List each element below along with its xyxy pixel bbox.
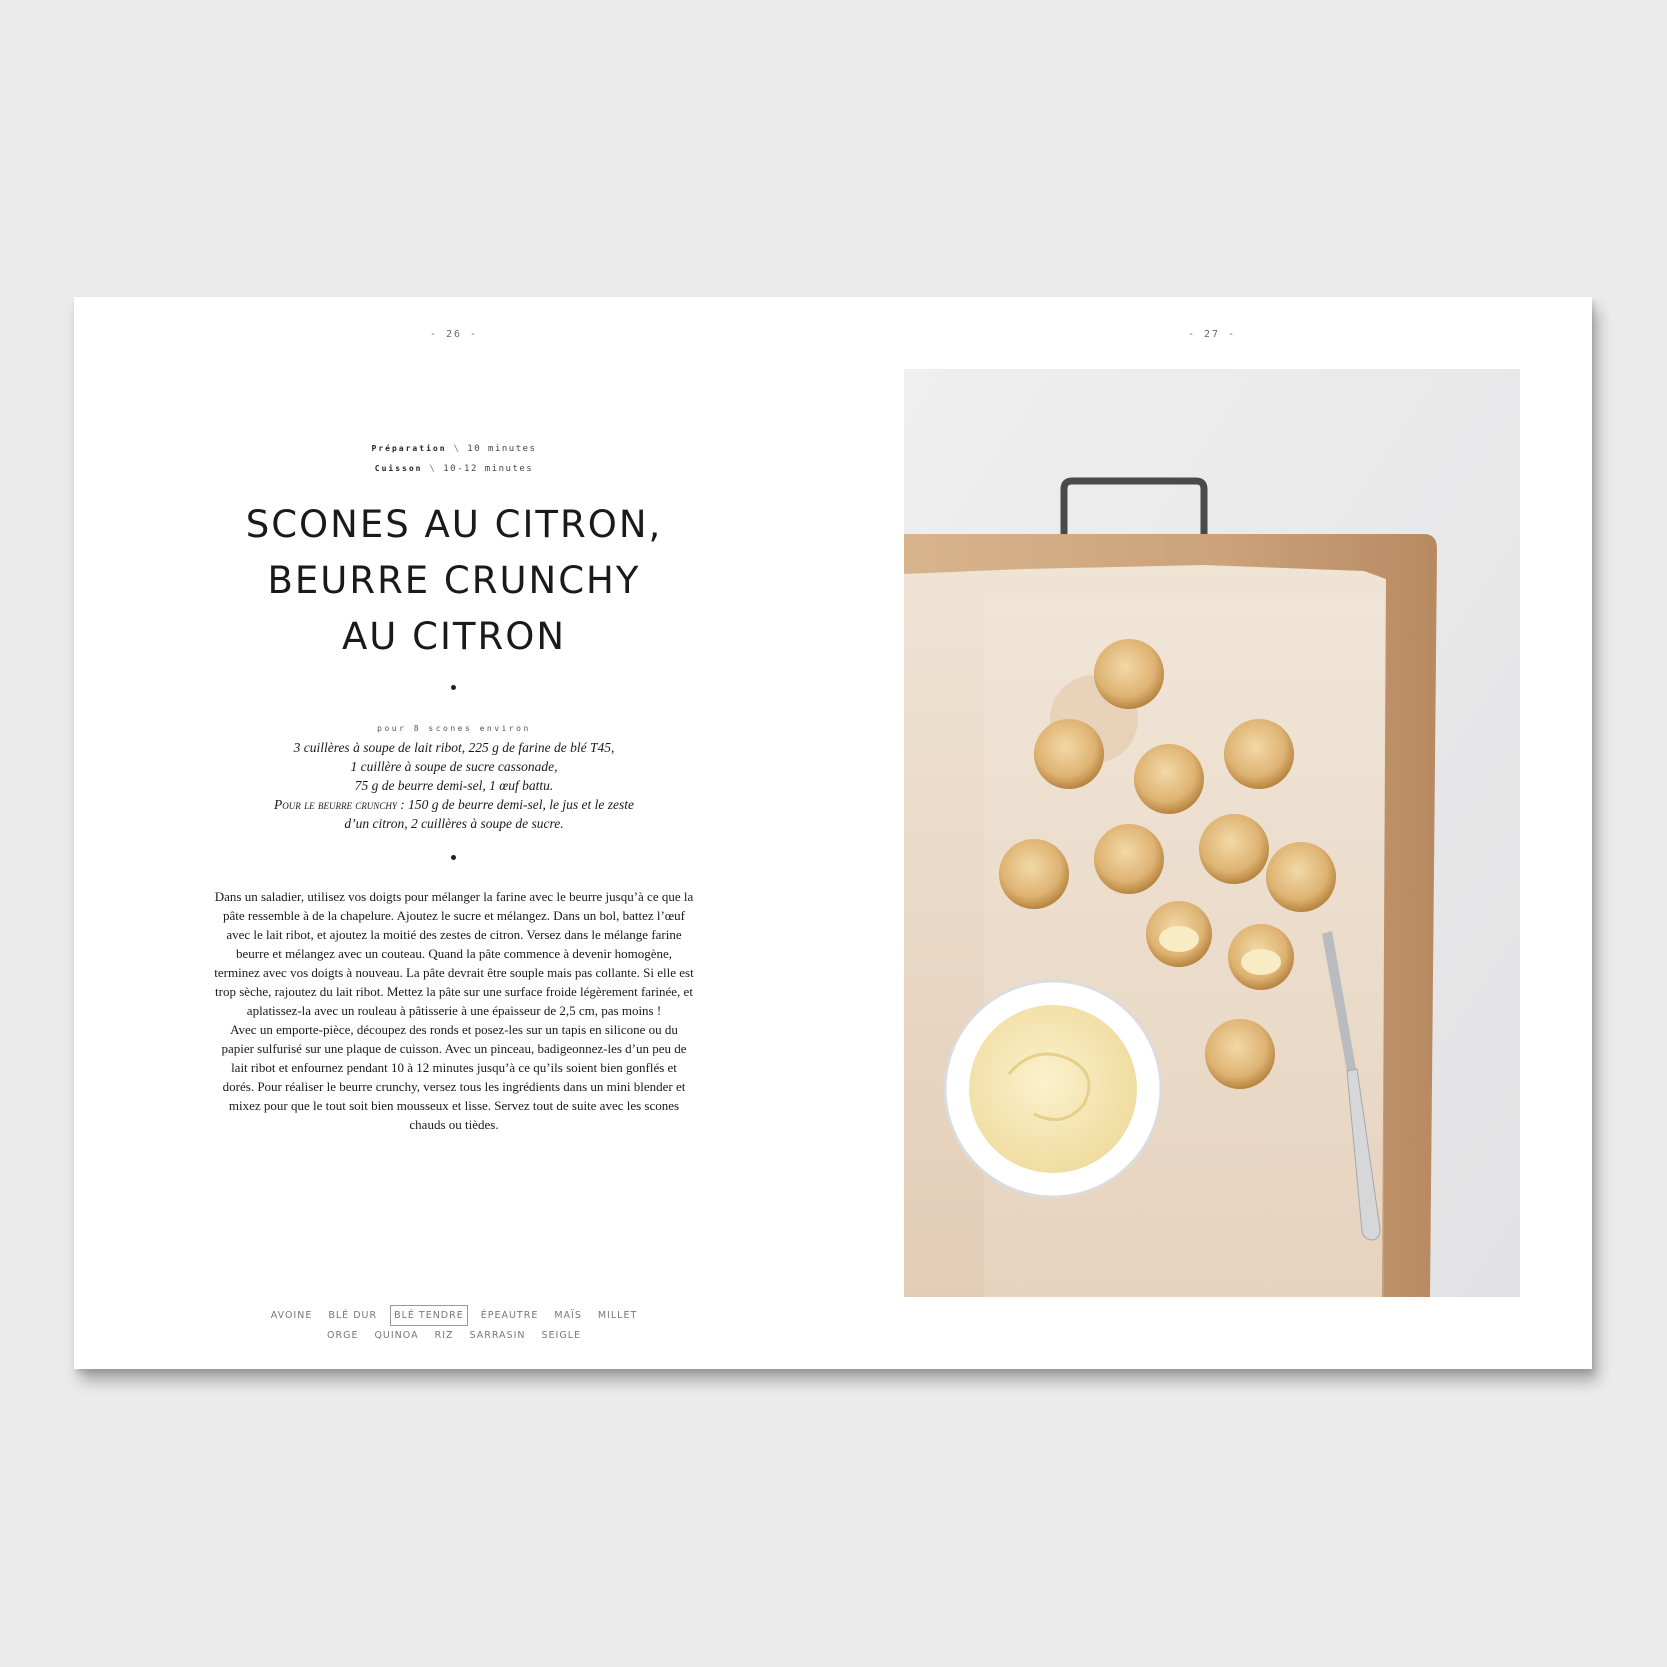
butter-dollop bbox=[1241, 949, 1281, 975]
scone bbox=[1094, 824, 1164, 894]
divider-dot bbox=[451, 685, 456, 690]
servings: pour 8 scones environ bbox=[377, 724, 531, 733]
grain-link-active[interactable]: BLÉ TENDRE bbox=[390, 1305, 468, 1326]
prep-value: 10 minutes bbox=[467, 444, 537, 454]
ingredient-line: 75 g de beurre demi-sel, 1 œuf battu. bbox=[354, 778, 554, 793]
method-paragraph: Dans un saladier, utilisez vos doigts pour mélanger la farine avec le beurre jusqu’à ce que la pâte ressemble à de la chapelure. Ajoutez le sucre et mélangez. Dans un bol, battez l’œuf avec le lait ribot, et ajoutez la moitié des zestes de citron. Versez dans le mélange farine beurre et mélangez avec un couteau. Quand la pâte commence à devenir homogène, terminez avec vos doigts à nouveau. La pâte devrait être souple mais pas collante. Si elle est trop sèche, rajoutez du lait ribot. Mettez la pâte sur une surface froide légèrement farinée, et aplatissez-la avec un rouleau à pâtisserie à une épaisseur de 2,5 cm, pas moins ! bbox=[214, 889, 694, 1018]
crunchy-butter-text: 150 g de beurre demi-sel, le jus et le zeste bbox=[404, 797, 635, 812]
butter-dollop bbox=[1159, 926, 1199, 952]
scone bbox=[1094, 639, 1164, 709]
scone bbox=[1034, 719, 1104, 789]
ingredient-line: 3 cuillères à soupe de lait ribot, 225 g de farine de blé T45, bbox=[293, 740, 615, 755]
recipe-photo bbox=[904, 369, 1520, 1297]
cook-separator: \ bbox=[429, 464, 437, 474]
grain-link[interactable]: RIZ bbox=[434, 1330, 454, 1341]
cook-label: Cuisson bbox=[374, 464, 423, 473]
grain-link[interactable]: ÉPEAUTRE bbox=[480, 1310, 539, 1321]
grain-link[interactable]: SEIGLE bbox=[541, 1330, 581, 1341]
grain-link[interactable]: ORGE bbox=[327, 1330, 359, 1341]
title-line-2: BEURRE CRUNCHY bbox=[267, 559, 641, 602]
whipped-butter bbox=[969, 1005, 1137, 1173]
page-number-right: - 27 - bbox=[1187, 329, 1237, 340]
grain-link[interactable]: BLÉ DUR bbox=[328, 1310, 378, 1321]
grain-row bbox=[214, 1305, 694, 1326]
divider-dot bbox=[451, 855, 456, 860]
prep-label: Préparation bbox=[371, 444, 447, 453]
grain-link[interactable]: MILLET bbox=[597, 1310, 638, 1321]
ingredients-list bbox=[214, 738, 694, 833]
scone bbox=[1199, 814, 1269, 884]
scone bbox=[1224, 719, 1294, 789]
method-text bbox=[214, 887, 694, 1134]
page-number-left: - 26 - bbox=[429, 329, 479, 340]
photo-scones-on-board bbox=[904, 369, 1520, 1297]
timing-block bbox=[214, 439, 694, 479]
scone bbox=[1134, 744, 1204, 814]
book-spread bbox=[74, 297, 1592, 1369]
crunchy-butter-label: Pour le beurre crunchy : bbox=[273, 797, 405, 812]
scone bbox=[1205, 1019, 1275, 1089]
recipe-title bbox=[214, 497, 694, 665]
ingredient-line: d’un citron, 2 cuillères à soupe de sucre. bbox=[344, 816, 564, 831]
title-line-3: AU CITRON bbox=[341, 615, 566, 658]
scone bbox=[1266, 842, 1336, 912]
prep-separator: \ bbox=[453, 444, 461, 454]
title-line-1: SCONES AU CITRON, bbox=[245, 503, 663, 546]
grain-link[interactable]: AVOINE bbox=[270, 1310, 313, 1321]
grain-link[interactable]: SARRASIN bbox=[469, 1330, 526, 1341]
method-paragraph: Avec un emporte-pièce, découpez des ronds et posez-les sur un tapis en silicone ou du papier sulfurisé sur une plaque de cuisson. Avec un pinceau, badigeonnez-les d’un peu de lait ribot et enfournez pendant 10 à 12 minutes jusqu’à ce qu’ils soient bien gonflés et dorés. Pour réaliser le beurre crunchy, versez tous les ingrédients dans un mini blender et mixez pour que le tout soit bien mousseux et lisse. Servez tout de suite avec les scones chauds ou tièdes. bbox=[221, 1022, 687, 1132]
grain-link[interactable]: MAÏS bbox=[554, 1310, 582, 1321]
cook-value: 10-12 minutes bbox=[443, 464, 534, 474]
ingredient-line: 1 cuillère à soupe de sucre cassonade, bbox=[350, 759, 558, 774]
grain-row bbox=[214, 1326, 694, 1345]
grain-index bbox=[214, 1305, 694, 1345]
ingredient-line bbox=[214, 795, 694, 814]
prep-time bbox=[214, 439, 694, 459]
cook-time bbox=[214, 459, 694, 479]
scone bbox=[999, 839, 1069, 909]
grain-link[interactable]: QUINOA bbox=[374, 1330, 419, 1341]
